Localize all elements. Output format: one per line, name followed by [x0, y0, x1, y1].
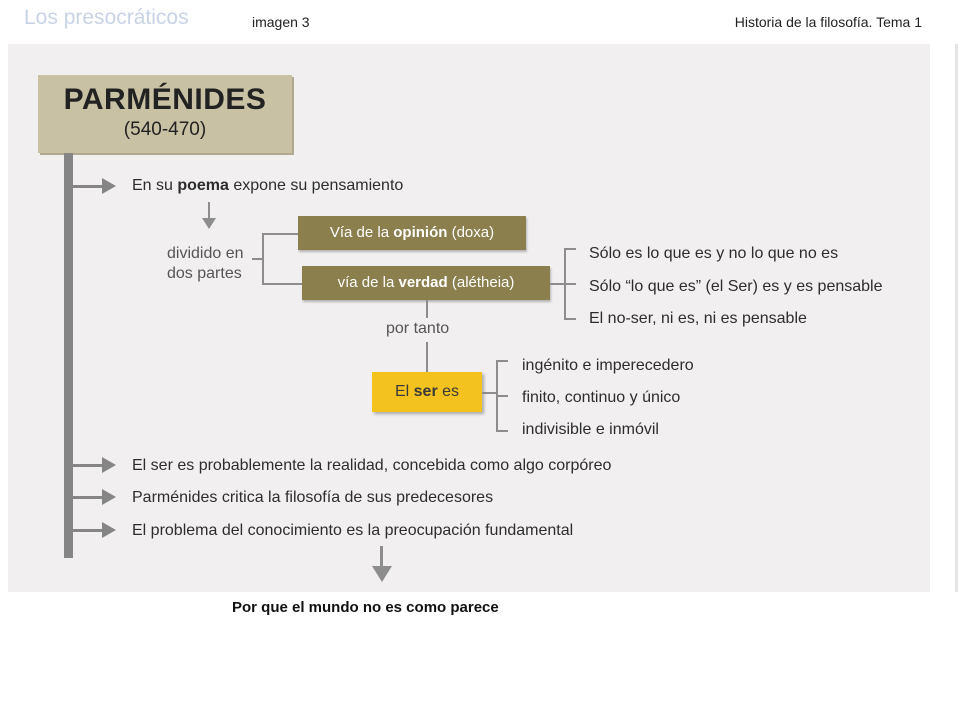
verdad-point: El no-ser, ni es, ni es pensable	[589, 310, 807, 327]
split-bracket-mid	[252, 258, 262, 260]
verdad-tick-2	[564, 283, 576, 285]
arrow-down-icon	[372, 566, 392, 582]
verdad-connector	[550, 283, 564, 285]
bottom-note: Por que el mundo no es como parece	[232, 599, 499, 616]
branch-poema	[73, 185, 103, 188]
dividido-line2: dos partes	[167, 265, 242, 282]
arrow-right-icon	[102, 178, 116, 194]
conclusion-item: Parménides critica la filosofía de sus predecesores	[132, 489, 494, 506]
por-tanto-text: por tanto	[386, 320, 450, 337]
verdad-tick-3	[564, 318, 576, 320]
por-tanto-line-top	[426, 300, 428, 318]
por-tanto-line-bottom	[426, 342, 428, 372]
ser-tick-3	[496, 430, 508, 432]
ser-tick-2	[496, 395, 508, 397]
dividido-line1: dividido en	[167, 245, 244, 262]
verdad-point: Sólo “lo que es” (el Ser) es y es pensable	[589, 278, 883, 295]
ser-tick-1	[496, 360, 508, 362]
arrow-right-icon	[102, 489, 116, 505]
split-bracket-bottom	[262, 283, 302, 285]
header-title: Los presocráticos	[24, 6, 189, 29]
ser-connector	[482, 392, 496, 394]
bottom-down-line	[380, 546, 383, 568]
split-bracket	[262, 233, 264, 285]
verdad-tick-1	[564, 248, 576, 250]
branch-conclusion-1	[73, 464, 103, 467]
main-vertical-bar	[64, 153, 73, 558]
el-ser-es-box: El ser es	[372, 372, 482, 412]
conclusion-item: El ser es probablemente la realidad, concebida como algo corpóreo	[132, 457, 612, 474]
via-verdad-box: vía de la verdad (alétheia)	[302, 266, 550, 300]
ser-point: finito, continuo y único	[522, 389, 681, 406]
ser-point: indivisible e inmóvil	[522, 421, 659, 438]
philosopher-years: (540-470)	[123, 119, 207, 140]
scan-edge	[955, 44, 958, 592]
arrow-right-icon	[102, 457, 116, 473]
arrow-right-icon	[102, 522, 116, 538]
philosopher-name: PARMÉNIDES	[63, 83, 267, 116]
branch-conclusion-2	[73, 496, 103, 499]
branch-conclusion-3	[73, 529, 103, 532]
image-label: imagen 3	[252, 14, 310, 30]
via-opinion-box: Vía de la opinión (doxa)	[298, 216, 526, 250]
verdad-point: Sólo es lo que es y no lo que no es	[589, 245, 839, 262]
conclusion-item: El problema del conocimiento es la preocupación fundamental	[132, 522, 574, 539]
ser-point: ingénito e imperecedero	[522, 357, 694, 374]
arrow-down-icon	[202, 218, 216, 229]
split-bracket-top	[262, 233, 298, 235]
course-title: Historia de la filosofía. Tema 1	[734, 14, 922, 30]
poema-text: En su poema expone su pensamiento	[132, 177, 404, 194]
parmenides-title-box	[38, 75, 292, 153]
